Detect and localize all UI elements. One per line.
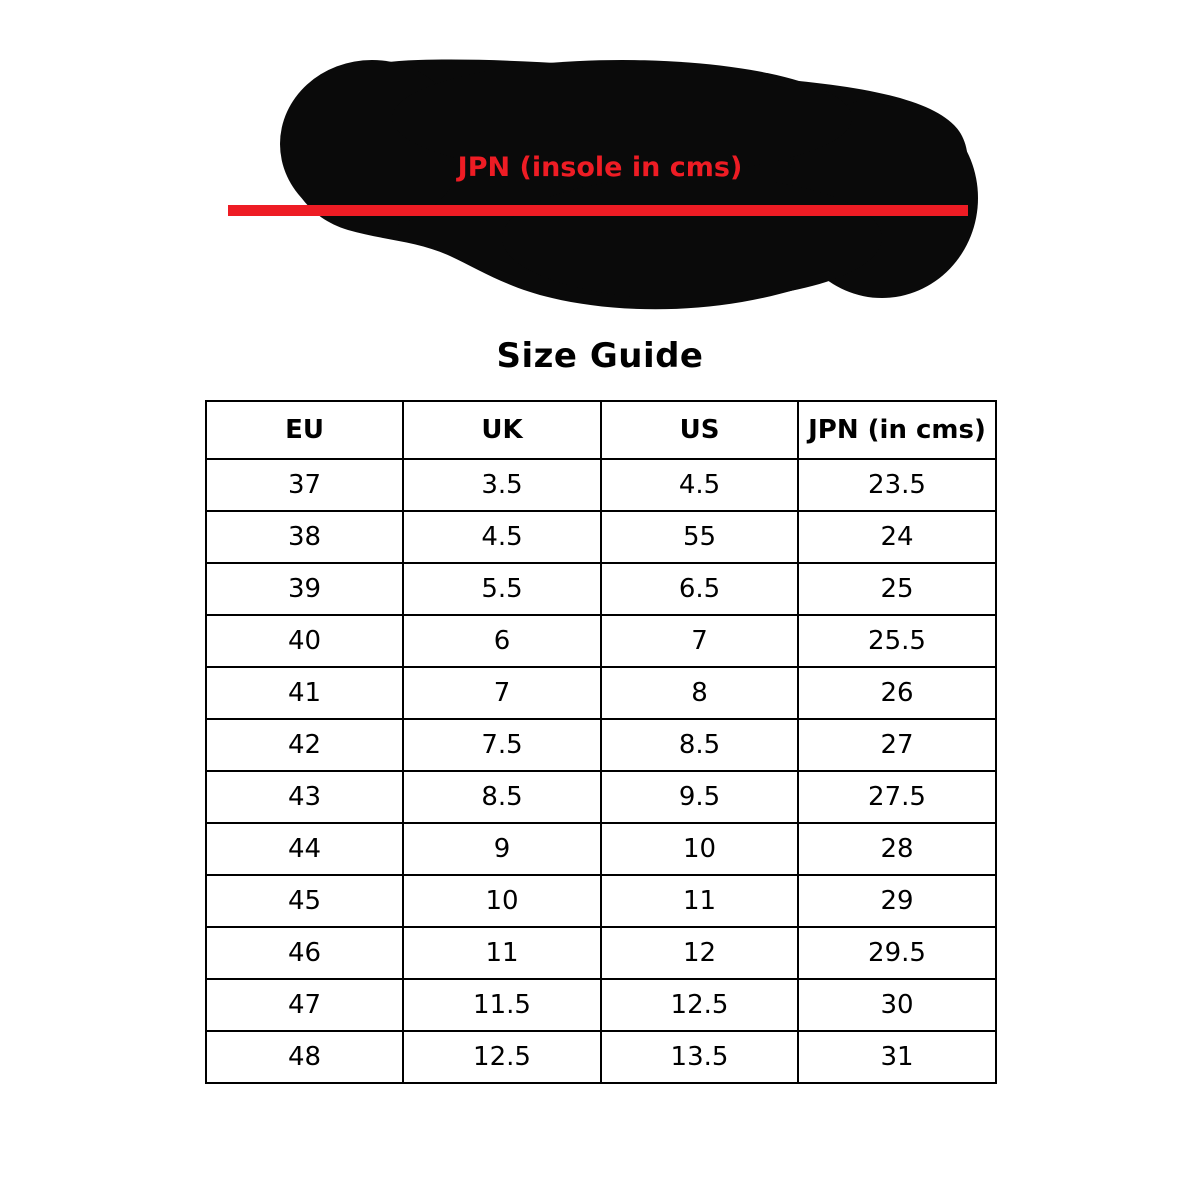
- cell-eu: 41: [206, 667, 403, 719]
- cell-uk: 8.5: [403, 771, 601, 823]
- cell-us: 7: [601, 615, 798, 667]
- table-row: [206, 1031, 996, 1083]
- table-row: [206, 459, 996, 511]
- cell-us: 10: [601, 823, 798, 875]
- insole-measure-line: [228, 205, 968, 216]
- cell-us: 8: [601, 667, 798, 719]
- cell-jpn: 28: [798, 823, 996, 875]
- table-row: [206, 511, 996, 563]
- cell-eu: 40: [206, 615, 403, 667]
- cell-us: 12: [601, 927, 798, 979]
- page-title: Size Guide: [496, 336, 704, 376]
- cell-jpn: 27: [798, 719, 996, 771]
- cell-eu: 39: [206, 563, 403, 615]
- cell-us: 13.5: [601, 1031, 798, 1083]
- cell-uk: 3.5: [403, 459, 601, 511]
- insole-shape-icon: [222, 48, 982, 318]
- column-header-uk: UK: [403, 401, 601, 459]
- cell-uk: 11.5: [403, 979, 601, 1031]
- cell-jpn: 26: [798, 667, 996, 719]
- cell-eu: 45: [206, 875, 403, 927]
- table-row: [206, 667, 996, 719]
- cell-jpn: 29.5: [798, 927, 996, 979]
- cell-uk: 7: [403, 667, 601, 719]
- cell-us: 6.5: [601, 563, 798, 615]
- table-row: [206, 563, 996, 615]
- column-header-us: US: [601, 401, 798, 459]
- cell-jpn: 31: [798, 1031, 996, 1083]
- cell-us: 11: [601, 875, 798, 927]
- table-header-row: [206, 401, 996, 459]
- cell-uk: 5.5: [403, 563, 601, 615]
- cell-uk: 4.5: [403, 511, 601, 563]
- table-row: [206, 615, 996, 667]
- cell-us: 55: [601, 511, 798, 563]
- insole-illustration: [0, 0, 1200, 330]
- cell-jpn: 23.5: [798, 459, 996, 511]
- cell-jpn: 27.5: [798, 771, 996, 823]
- cell-eu: 38: [206, 511, 403, 563]
- cell-uk: 7.5: [403, 719, 601, 771]
- cell-eu: 48: [206, 1031, 403, 1083]
- cell-us: 12.5: [601, 979, 798, 1031]
- cell-eu: 44: [206, 823, 403, 875]
- table-row: [206, 719, 996, 771]
- column-header-jpn: JPN (in cms): [798, 401, 996, 459]
- cell-uk: 12.5: [403, 1031, 601, 1083]
- cell-eu: 46: [206, 927, 403, 979]
- cell-jpn: 24: [798, 511, 996, 563]
- size-table-container: [205, 400, 995, 1084]
- cell-uk: 10: [403, 875, 601, 927]
- cell-us: 8.5: [601, 719, 798, 771]
- size-table: [205, 400, 997, 1084]
- column-header-eu: EU: [206, 401, 403, 459]
- table-row: [206, 927, 996, 979]
- cell-jpn: 25.5: [798, 615, 996, 667]
- cell-us: 4.5: [601, 459, 798, 511]
- cell-us: 9.5: [601, 771, 798, 823]
- insole-graphic: [222, 48, 982, 318]
- cell-jpn: 25: [798, 563, 996, 615]
- table-row: [206, 823, 996, 875]
- cell-eu: 37: [206, 459, 403, 511]
- cell-eu: 43: [206, 771, 403, 823]
- cell-eu: 42: [206, 719, 403, 771]
- table-body: [206, 459, 996, 1083]
- table-row: [206, 771, 996, 823]
- cell-uk: 6: [403, 615, 601, 667]
- insole-label: JPN (insole in cms): [457, 152, 743, 183]
- cell-jpn: 30: [798, 979, 996, 1031]
- cell-uk: 9: [403, 823, 601, 875]
- cell-jpn: 29: [798, 875, 996, 927]
- cell-uk: 11: [403, 927, 601, 979]
- table-row: [206, 875, 996, 927]
- table-row: [206, 979, 996, 1031]
- cell-eu: 47: [206, 979, 403, 1031]
